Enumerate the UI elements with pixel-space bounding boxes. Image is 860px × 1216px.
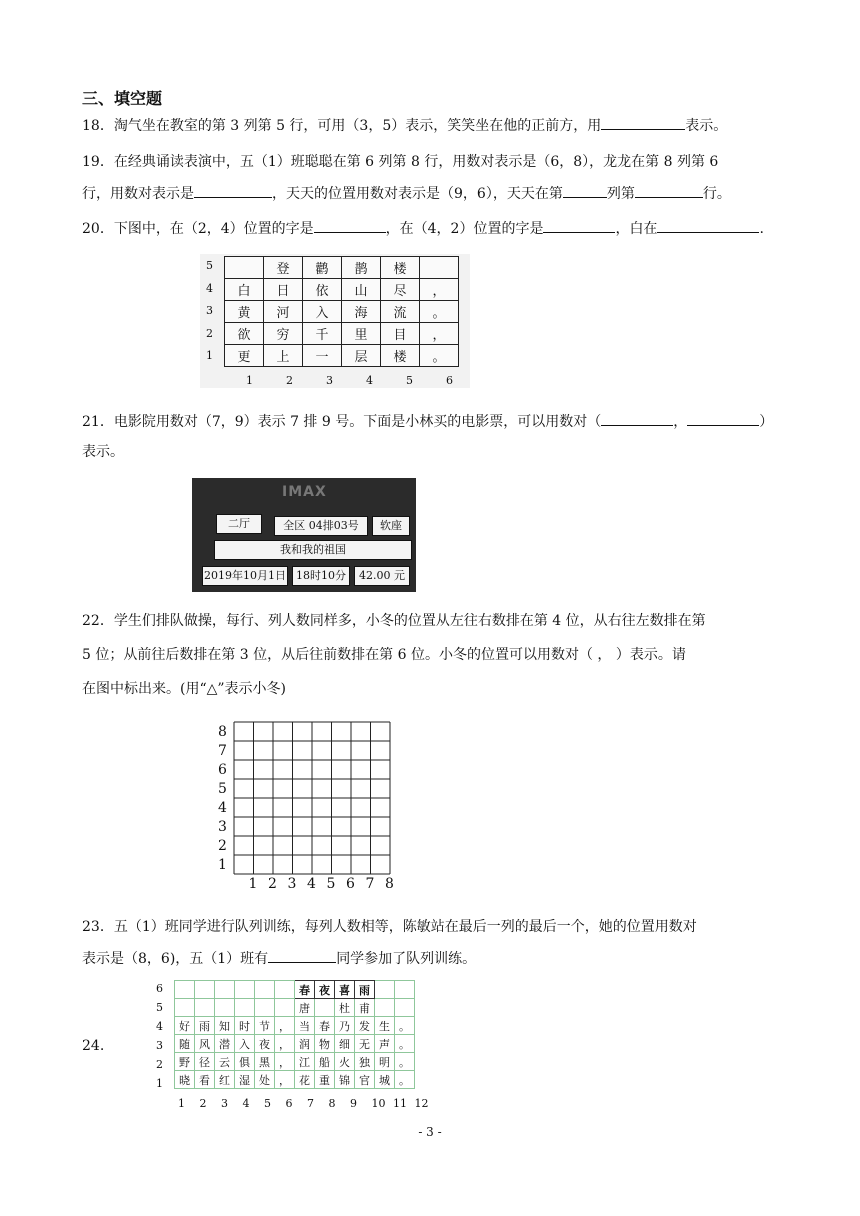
col-label: 11: [393, 1097, 407, 1110]
question-20: [82, 218, 782, 239]
col-label: 3: [287, 876, 297, 892]
grid-cell: 更: [225, 345, 264, 367]
grid-cell: 处: [255, 1071, 275, 1089]
grid-cell: 节: [255, 1017, 275, 1035]
question-19-line2: [82, 183, 782, 204]
grid-row: [175, 981, 415, 999]
grid-cell: ，: [420, 323, 459, 345]
grid-cell: 。: [420, 345, 459, 367]
grid-cell: 黑: [255, 1053, 275, 1071]
grid-cell: 欲: [225, 323, 264, 345]
grid-cell: 鹳: [303, 257, 342, 279]
grid-cell: 海: [342, 301, 381, 323]
grid-cell: 。: [420, 301, 459, 323]
row-label: 1: [218, 856, 227, 873]
question-18: [82, 115, 782, 136]
q19-text-d: 行。: [702, 186, 731, 202]
ticket-price: 42.00 元: [354, 566, 410, 586]
grid-cell: [195, 981, 215, 999]
grid-cell: 风: [195, 1035, 215, 1053]
grid-cell: 江: [295, 1053, 315, 1071]
row-label: 2: [206, 326, 213, 340]
grid-cell: 花: [295, 1071, 315, 1089]
col-label: 3: [326, 374, 333, 387]
q18-text-b: 表示。: [685, 118, 728, 134]
grid-row: [225, 279, 459, 301]
grid-row: [225, 301, 459, 323]
col-label: 4: [307, 876, 316, 892]
grid-cell: 当: [295, 1017, 315, 1035]
q21-blank-2[interactable]: [687, 411, 759, 426]
grid-cell: 无: [355, 1035, 375, 1053]
grid-cell: [315, 999, 335, 1017]
grid-row: [175, 1071, 415, 1089]
q19-text-c: 列第: [606, 186, 635, 202]
grid-cell: ，: [275, 1053, 295, 1071]
row-label: 2: [218, 837, 227, 854]
grid-cell: 。: [395, 1071, 415, 1089]
row-label: 3: [206, 304, 213, 317]
col-label: 1: [248, 876, 258, 892]
grid-cell: 穷: [264, 323, 303, 345]
grid-cell: [225, 257, 264, 279]
grid-cell: [255, 999, 275, 1017]
q20-blank-1[interactable]: [314, 218, 386, 233]
grid-cell: 润: [295, 1035, 315, 1053]
grid-row: [175, 1035, 415, 1053]
q20-blank-2[interactable]: [543, 218, 615, 233]
q19-blank-3[interactable]: [635, 183, 703, 198]
col-label: 6: [346, 876, 355, 892]
grid-cell: 明: [375, 1053, 395, 1071]
question-22-line2: 5 位；从前往后数排在第 3 位，从后往前数排在第 6 位。小冬的位置可以用数对（ ， ）表示。请: [82, 647, 686, 663]
q20-blank-3[interactable]: [657, 218, 759, 233]
col-label: 4: [242, 1097, 250, 1110]
grid-cell: 细: [335, 1035, 355, 1053]
grid-cell: [395, 999, 415, 1017]
grid-cell: 白: [225, 279, 264, 301]
grid-cell: 甫: [355, 999, 375, 1017]
col-label: 5: [264, 1097, 271, 1110]
q18-blank[interactable]: [601, 115, 685, 130]
grid-cell: 锦: [335, 1071, 355, 1089]
grid-cell: 上: [264, 345, 303, 367]
grid-row: [175, 1053, 415, 1071]
question-24-number: 24.: [82, 1038, 105, 1054]
grid-row: [175, 1017, 415, 1035]
grid-row: [175, 999, 415, 1017]
grid-cell: 。: [395, 1053, 415, 1071]
col-label: 12: [414, 1097, 429, 1110]
grid-cell: 重: [315, 1071, 335, 1089]
grid-cell: [395, 981, 415, 999]
col-label: 6: [446, 374, 453, 387]
grid-cell: [175, 981, 195, 999]
row-label: 3: [156, 1039, 163, 1052]
col-label: 9: [350, 1097, 357, 1110]
grid-cell: 楼: [381, 257, 420, 279]
grid-cell: ，: [275, 1017, 295, 1035]
q19-blank-2[interactable]: [563, 183, 607, 198]
q22-coordinate-grid[interactable]: [216, 720, 396, 896]
col-label: 8: [328, 1097, 336, 1110]
col-label: 1: [178, 1097, 185, 1110]
col-label: 1: [246, 374, 253, 387]
ticket-date: 2019年10月1日: [202, 566, 288, 586]
grid-cell: 春: [315, 1017, 335, 1035]
q18-text-a: 18．淘气坐在教室的第 3 列第 5 行，可用（3，5）表示，笑笑坐在他的正前方，用: [82, 118, 602, 134]
q20-text-b: ，在（4，2）位置的字是: [385, 221, 544, 237]
q20-character-grid: [200, 254, 470, 388]
q21-text-b: ，: [673, 414, 688, 430]
grid-cell: [420, 257, 459, 279]
grid-cell: 径: [195, 1053, 215, 1071]
grid-cell: 野: [175, 1053, 195, 1071]
q23-text-b: 同学参加了队列训练。: [336, 951, 477, 967]
grid-cell: 知: [215, 1017, 235, 1035]
question-21-line1: [82, 411, 782, 432]
grid-cell: 乃: [335, 1017, 355, 1035]
row-label: 4: [218, 799, 227, 816]
row-label: 5: [156, 1001, 163, 1014]
grid-cell: 。: [395, 1035, 415, 1053]
grid-cell: 好: [175, 1017, 195, 1035]
question-21-line2: 表示。: [82, 444, 124, 460]
grid-cell: 千: [303, 323, 342, 345]
grid-cell: 喜: [335, 981, 355, 999]
col-label: 10: [371, 1097, 386, 1110]
row-label: 4: [206, 281, 213, 295]
grid-cell: [275, 999, 295, 1017]
col-label: 2: [268, 876, 277, 892]
grid-row: [225, 323, 459, 345]
q24-grid-table: [174, 980, 415, 1089]
question-23-line2: [82, 948, 782, 969]
grid-cell: 官: [355, 1071, 375, 1089]
grid-cell: 入: [235, 1035, 255, 1053]
q19-text-a: 行，用数对表示是: [82, 186, 194, 202]
q20-text-c: ，白在: [615, 221, 658, 237]
grid-cell: 山: [342, 279, 381, 301]
row-label: 7: [218, 742, 227, 759]
q21-text-c: ）: [759, 414, 774, 430]
row-label: 8: [218, 723, 227, 740]
ticket-hall: 二厅: [216, 514, 262, 534]
q19-blank-1[interactable]: [194, 183, 272, 198]
grid-cell: 依: [303, 279, 342, 301]
grid-cell: 生: [375, 1017, 395, 1035]
grid-cell: [215, 981, 235, 999]
grid-cell: 里: [342, 323, 381, 345]
grid-cell: 发: [355, 1017, 375, 1035]
col-label: 2: [286, 374, 293, 387]
grid-cell: [255, 981, 275, 999]
movie-ticket: [192, 478, 416, 592]
row-label: 4: [156, 1020, 163, 1033]
section-title: 三、填空题: [82, 89, 163, 108]
grid-cell: 船: [315, 1053, 335, 1071]
row-label: 6: [156, 982, 163, 995]
q24-poem-grid: [150, 978, 440, 1112]
row-label: 6: [218, 761, 227, 778]
grid-cell: [375, 999, 395, 1017]
col-label: 3: [221, 1097, 228, 1110]
grid-cell: 唐: [295, 999, 315, 1017]
row-label: 5: [218, 780, 227, 797]
grid-cell: ，: [275, 1035, 295, 1053]
grid-cell: 湿: [235, 1071, 255, 1089]
q19-text-b: ，天天的位置用数对表示是（9，6），天天在第: [272, 186, 563, 202]
grid-cell: 看: [195, 1071, 215, 1089]
grid-cell: 火: [335, 1053, 355, 1071]
grid-cell: 河: [264, 301, 303, 323]
question-23-line1: 23．五（1）班同学进行队列训练，每列人数相等，陈敏站在最后一列的最后一个，她的位置用数对: [82, 919, 697, 935]
q20-grid-table: [224, 256, 459, 367]
grid-cell: ，: [420, 279, 459, 301]
grid-cell: 俱: [235, 1053, 255, 1071]
grid-cell: [235, 981, 255, 999]
grid-cell: [235, 999, 255, 1017]
row-label: 1: [206, 349, 213, 362]
row-label: 5: [206, 259, 213, 272]
question-22-line1: 22．学生们排队做操，每行、列人数同样多，小冬的位置从左往右数排在第 4 位，从右往左数排在第: [82, 613, 706, 629]
ticket-time: 18时10分: [292, 566, 350, 586]
grid-row: [225, 257, 459, 279]
grid-cell: 。: [395, 1017, 415, 1035]
grid-cell: 层: [342, 345, 381, 367]
question-19-line1: 19．在经典诵读表演中，五（1）班聪聪在第 6 列第 8 行，用数对表示是（6，8），龙龙在第 8 列第 6: [82, 154, 719, 170]
row-label: 1: [156, 1077, 163, 1090]
grid-cell: [195, 999, 215, 1017]
grid-cell: 云: [215, 1053, 235, 1071]
col-label: 6: [285, 1097, 293, 1110]
grid-cell: [215, 999, 235, 1017]
grid-cell: 入: [303, 301, 342, 323]
grid-cell: 杜: [335, 999, 355, 1017]
grid-cell: 日: [264, 279, 303, 301]
col-label: 5: [406, 374, 413, 387]
grid-cell: 城: [375, 1071, 395, 1089]
grid-cell: 楼: [381, 345, 420, 367]
grid-cell: 雨: [355, 981, 375, 999]
grid-cell: 鹊: [342, 257, 381, 279]
grid-cell: 一: [303, 345, 342, 367]
q20-text-d: .: [759, 221, 764, 237]
grid-cell: 夜: [255, 1035, 275, 1053]
q20-text-a: 20．下图中，在（2，4）位置的字是: [82, 221, 314, 237]
q21-blank-1[interactable]: [601, 411, 673, 426]
grid-cell: [175, 999, 195, 1017]
grid-cell: 流: [381, 301, 420, 323]
grid-cell: 物: [315, 1035, 335, 1053]
grid-cell: [375, 981, 395, 999]
col-label: 7: [307, 1097, 314, 1110]
q23-text-a: 表示是（8，6)，五（1）班有: [82, 951, 269, 967]
grid-cell: 黄: [225, 301, 264, 323]
grid-cell: 独: [355, 1053, 375, 1071]
row-label: 2: [156, 1058, 163, 1071]
grid-cell: 夜: [315, 981, 335, 999]
page-number: - 3 -: [418, 1125, 442, 1139]
grid-cell: 潜: [215, 1035, 235, 1053]
col-label: 5: [326, 876, 336, 892]
col-label: 2: [199, 1097, 207, 1110]
col-label: 4: [366, 374, 373, 387]
col-label: 8: [385, 876, 394, 892]
grid-cell: 随: [175, 1035, 195, 1053]
question-22-line3: 在图中标出来。(用“△”表示小冬): [82, 681, 287, 697]
grid-cell: 春: [295, 981, 315, 999]
grid-cell: 晓: [175, 1071, 195, 1089]
ticket-logo: IMAX: [282, 484, 327, 500]
row-label: 3: [218, 818, 227, 835]
ticket-seat-type: 软座: [372, 516, 410, 536]
q21-text-a: 21．电影院用数对（7，9）表示 7 排 9 号。下面是小林买的电影票，可以用数对（: [82, 414, 602, 430]
q23-blank[interactable]: [268, 948, 336, 963]
grid-cell: [275, 981, 295, 999]
grid-cell: 目: [381, 323, 420, 345]
grid-cell: 红: [215, 1071, 235, 1089]
grid-cell: 时: [235, 1017, 255, 1035]
grid-cell: 尽: [381, 279, 420, 301]
ticket-movie-title: 我和我的祖国: [214, 540, 412, 560]
q22-grid-lines: [216, 720, 396, 896]
grid-cell: 登: [264, 257, 303, 279]
col-label: 7: [365, 876, 375, 892]
grid-cell: ，: [275, 1071, 295, 1089]
grid-row: [225, 345, 459, 367]
grid-cell: 雨: [195, 1017, 215, 1035]
ticket-seat: 全区 04排03号: [274, 516, 368, 536]
grid-cell: 声: [375, 1035, 395, 1053]
